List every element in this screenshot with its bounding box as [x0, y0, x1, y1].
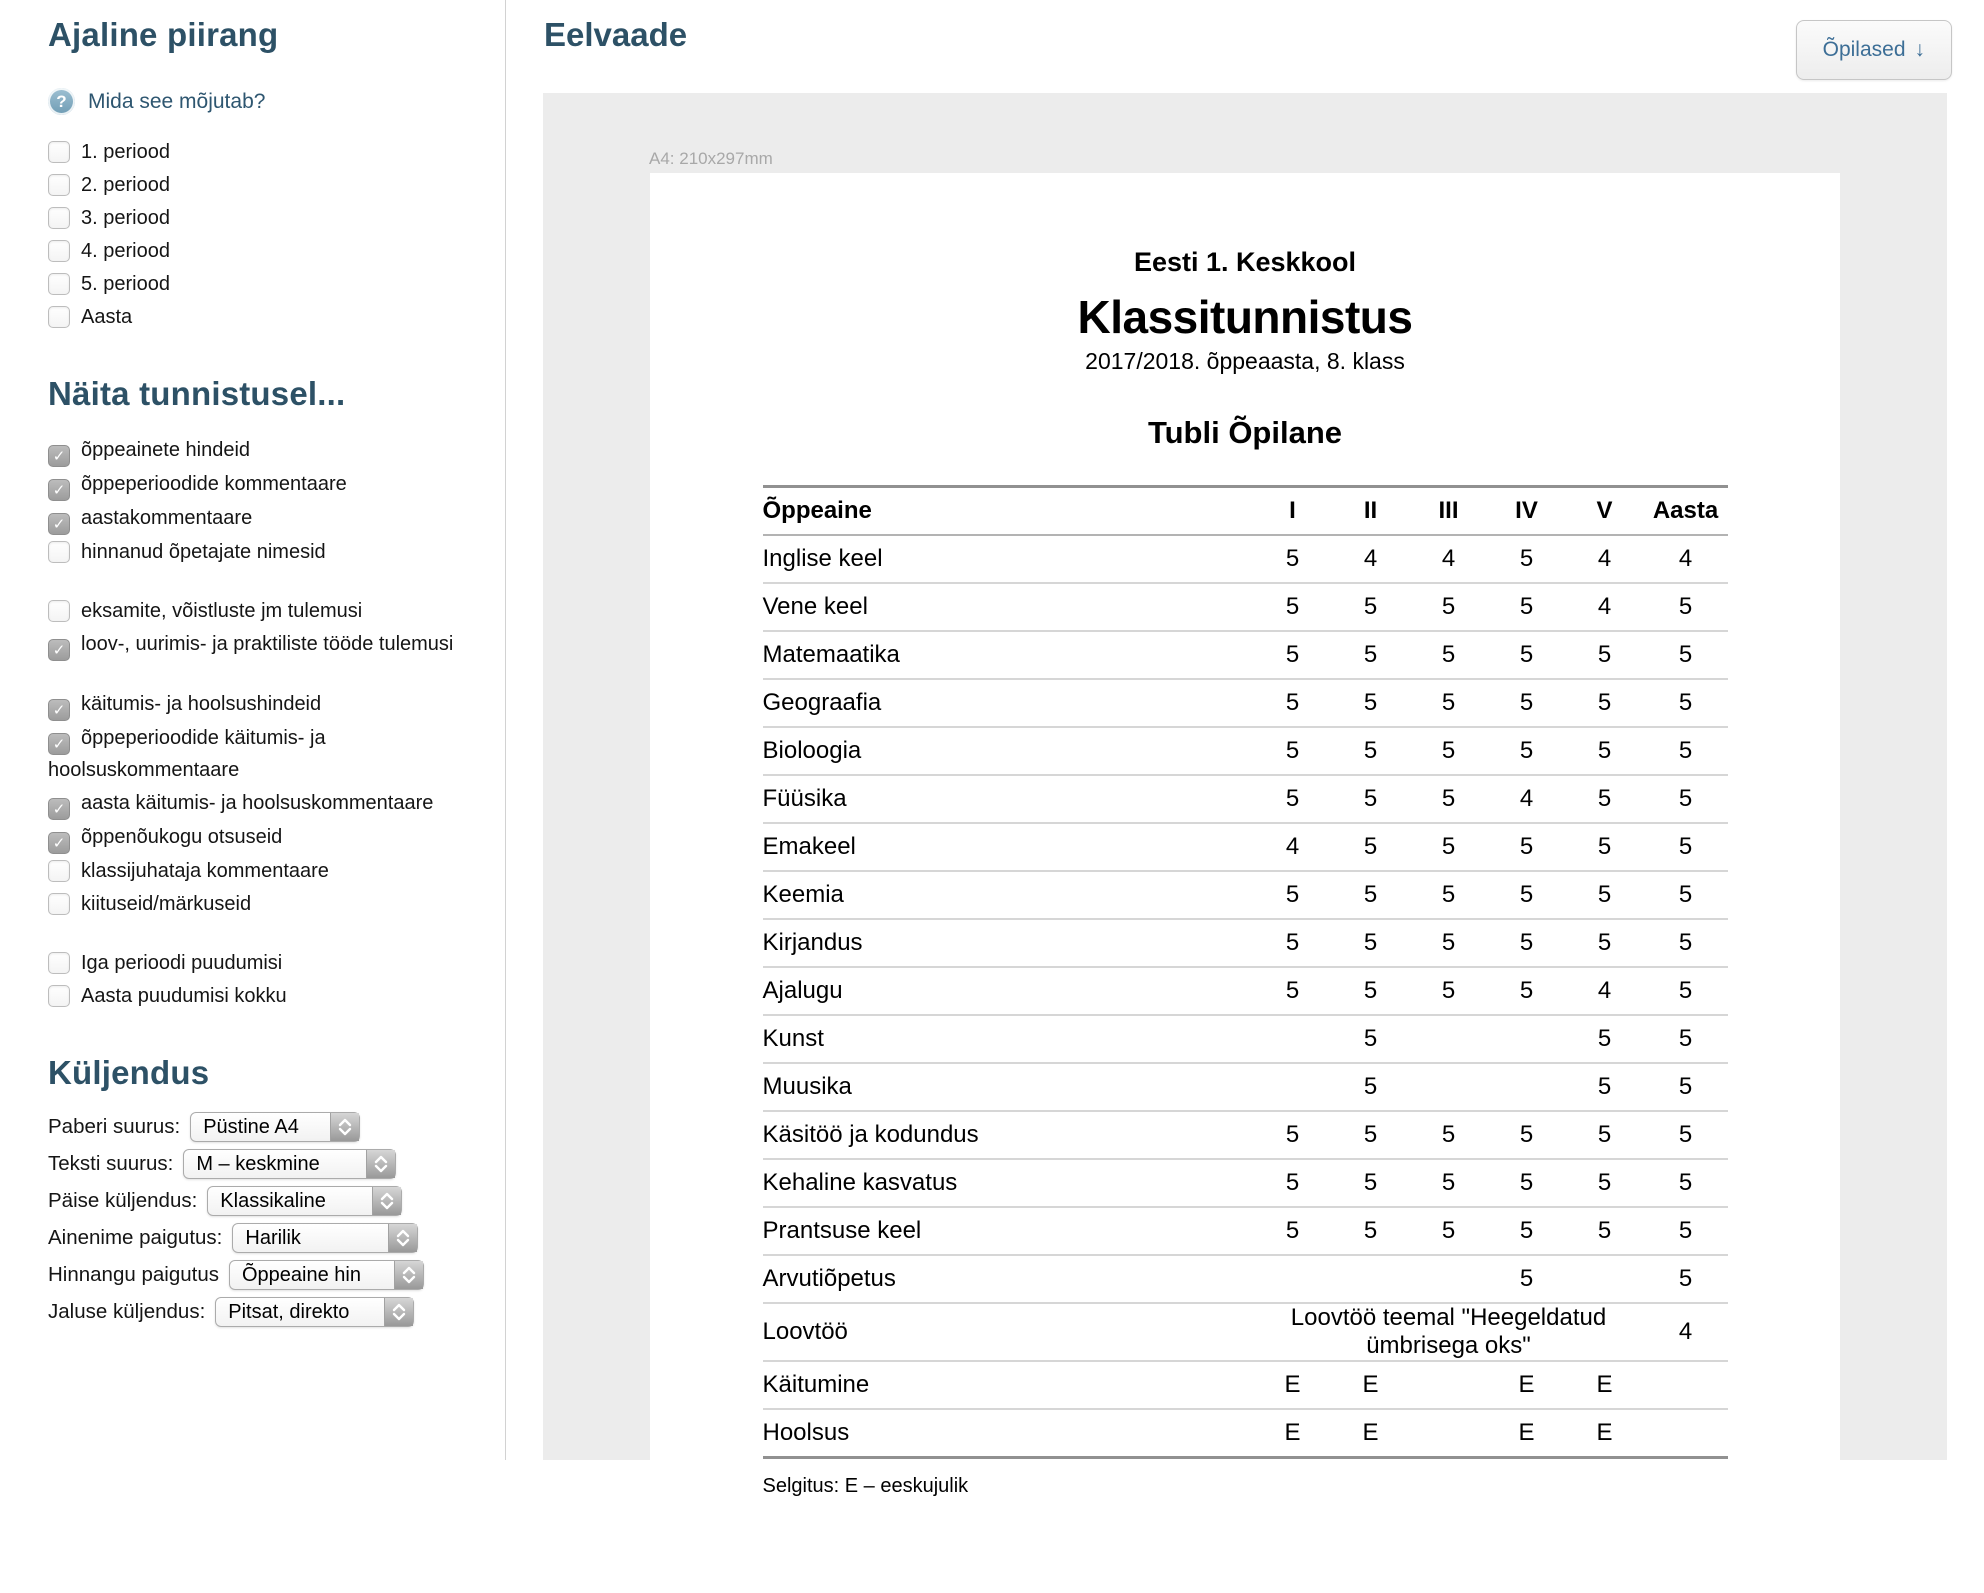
grade-cell [1488, 1015, 1566, 1063]
grade-cell: 4 [1285, 833, 1300, 860]
checkbox-item [48, 889, 475, 920]
table-header-cell: Aasta [1652, 497, 1719, 524]
grade-cell [1254, 1063, 1332, 1111]
subject-cell: Kunst [762, 1025, 824, 1052]
select-label: Päise küljendus: [48, 1189, 198, 1212]
table-row [763, 1207, 1728, 1255]
preview-main [507, 0, 1984, 1497]
grade-cell: 5 [1441, 689, 1456, 716]
checkbox-label: klassijuhataja kommentaare [81, 860, 329, 882]
grade-cell: 5 [1678, 1265, 1693, 1292]
time-section-title: Ajaline piirang [48, 16, 279, 53]
table-row [763, 871, 1728, 919]
grade-cell: 5 [1285, 737, 1300, 764]
checkbox-item [48, 596, 475, 627]
grade-cell: 5 [1678, 641, 1693, 668]
select-value: Püstine A4 [203, 1115, 299, 1138]
grade-cell: 5 [1363, 689, 1378, 716]
select-dropdown[interactable] [229, 1260, 424, 1290]
checkbox-label: aasta käitumis- ja hoolsuskommentaare [81, 792, 434, 814]
subject-cell: Arvutiõpetus [762, 1265, 896, 1292]
grade-cell [1410, 1255, 1488, 1303]
grade-cell: 5 [1597, 737, 1612, 764]
grade-cell: 4 [1363, 545, 1378, 572]
chevron-up-down-icon [394, 1261, 423, 1289]
grade-cell: 5 [1285, 689, 1300, 716]
grade-cell: 5 [1678, 977, 1693, 1004]
checkbox[interactable] [48, 985, 70, 1007]
grade-cell: 5 [1519, 641, 1534, 668]
grades-legend: Selgitus: E – eeskujulik [762, 1475, 969, 1497]
grade-cell: 5 [1285, 593, 1300, 620]
select-label: Teksti suurus: [48, 1152, 174, 1175]
grade-cell: 5 [1519, 881, 1534, 908]
grade-cell: 5 [1363, 593, 1378, 620]
page-size-label: A4: 210x297mm [649, 149, 773, 168]
grade-cell: 5 [1678, 1217, 1693, 1244]
grade-cell: E [1284, 1371, 1301, 1398]
select-dropdown[interactable] [232, 1223, 418, 1253]
grade-cell [1410, 1063, 1488, 1111]
grades-table [763, 485, 1728, 1459]
grade-cell: 5 [1678, 1025, 1693, 1052]
checkbox[interactable] [48, 207, 70, 229]
table-row [763, 775, 1728, 823]
grade-cell: 5 [1441, 1217, 1456, 1244]
table-row [763, 823, 1728, 871]
grade-cell: 5 [1519, 689, 1534, 716]
show-section-title: Näita tunnistusel... [48, 375, 346, 412]
grade-cell [1566, 1255, 1644, 1303]
grade-cell [1254, 1015, 1332, 1063]
subject-cell: Muusika [762, 1073, 852, 1100]
table-row [763, 1111, 1728, 1159]
grade-cell: 5 [1519, 1265, 1534, 1292]
grade-cell: E [1596, 1371, 1613, 1398]
grade-cell [1644, 1409, 1728, 1458]
help-link[interactable]: Mida see mõjutab? [88, 89, 266, 113]
preview-area [543, 93, 1947, 1497]
grade-cell: 5 [1363, 929, 1378, 956]
students-button-label: Õpilased [1822, 38, 1906, 61]
grade-cell: 5 [1441, 977, 1456, 1004]
checkbox[interactable] [48, 240, 70, 262]
grade-cell: 5 [1285, 1121, 1300, 1148]
grade-cell: 5 [1597, 833, 1612, 860]
grade-cell: 5 [1597, 1169, 1612, 1196]
preview-title: Eelvaade [544, 16, 688, 53]
grade-cell: 5 [1519, 737, 1534, 764]
grade-cell: 4 [1519, 785, 1534, 812]
grade-cell: 5 [1285, 1169, 1300, 1196]
grade-cell: 5 [1363, 737, 1378, 764]
grade-cell: 5 [1678, 1121, 1693, 1148]
grade-cell: 5 [1363, 1217, 1378, 1244]
grade-cell: 4 [1597, 545, 1612, 572]
checkbox-item [48, 948, 475, 979]
grade-cell: E [1518, 1419, 1535, 1446]
grade-cell: 5 [1441, 593, 1456, 620]
question-mark-icon[interactable]: ? [48, 88, 75, 115]
checkbox[interactable] [48, 273, 70, 295]
checkbox-item [48, 822, 475, 854]
subject-cell: Ajalugu [762, 977, 843, 1004]
grade-cell: 5 [1597, 1025, 1612, 1052]
checkbox[interactable]: ✓ [48, 733, 70, 755]
settings-sidebar [0, 0, 506, 1460]
checkbox-label: 4. periood [81, 240, 170, 262]
select-label: Hinnangu paigutus [48, 1263, 219, 1286]
checkbox[interactable]: ✓ [48, 699, 70, 721]
grade-cell: 5 [1363, 1121, 1378, 1148]
subject-cell: Matemaatika [762, 641, 900, 668]
table-row [763, 631, 1728, 679]
grade-cell: 5 [1441, 881, 1456, 908]
grade-cell: 5 [1678, 1073, 1693, 1100]
grade-cell: 5 [1441, 785, 1456, 812]
checkbox-label: õppeainete hindeid [81, 439, 251, 461]
grade-cell: 4 [1441, 545, 1456, 572]
checkbox[interactable] [48, 141, 70, 163]
table-row [763, 1303, 1728, 1361]
checkbox[interactable]: ✓ [48, 832, 70, 854]
grade-cell [1410, 1361, 1488, 1409]
checkbox-label: õppeperioodide käitumis- ja hoolsuskommentaare [48, 727, 326, 781]
checkbox-item [48, 170, 475, 201]
grade-cell: 5 [1441, 833, 1456, 860]
checkbox-label: õppenõukogu otsuseid [81, 826, 283, 848]
grade-cell: 5 [1519, 593, 1534, 620]
checkbox-item [48, 981, 475, 1012]
subject-cell: Vene keel [762, 593, 868, 620]
grade-cell: 5 [1363, 785, 1378, 812]
grade-cell: 5 [1597, 641, 1612, 668]
checkbox-label: Aasta [81, 306, 133, 328]
grade-cell [1332, 1255, 1410, 1303]
absence-checkbox-group [48, 948, 475, 1012]
grade-cell: 5 [1285, 785, 1300, 812]
checkbox-item [48, 629, 475, 661]
grade-cell: E [1362, 1419, 1379, 1446]
checkbox-label: kiituseid/märkuseid [81, 893, 252, 915]
subject-cell: Käsitöö ja kodundus [762, 1121, 979, 1148]
comment-cell: Loovtöö teemal "Heegeldatud ümbrisega oks" [1290, 1304, 1607, 1359]
chevron-up-down-icon [384, 1298, 413, 1326]
grade-cell: E [1596, 1419, 1613, 1446]
student-name: Tubli Õpilane [1147, 415, 1343, 450]
grade-cell [1644, 1361, 1728, 1409]
chevron-up-down-icon [366, 1150, 395, 1178]
checkbox[interactable] [48, 541, 70, 563]
grade-cell: 5 [1363, 833, 1378, 860]
checkbox-label: õppeperioodide kommentaare [81, 473, 347, 495]
subject-cell: Bioloogia [762, 737, 862, 764]
table-row [763, 727, 1728, 775]
grade-cell: 5 [1597, 1121, 1612, 1148]
checkbox-item [48, 203, 475, 234]
checkbox[interactable]: ✓ [48, 445, 70, 467]
grade-cell: 5 [1678, 737, 1693, 764]
checkbox-label: eksamite, võistluste jm tulemusi [81, 600, 363, 622]
grade-cell: 5 [1285, 641, 1300, 668]
grade-cell: 5 [1678, 833, 1693, 860]
checkbox[interactable] [48, 174, 70, 196]
report-subtitle: 2017/2018. õppeaasta, 8. klass [1085, 348, 1405, 374]
show-checkbox-group-2 [48, 596, 475, 661]
grade-cell [1254, 1255, 1332, 1303]
layout-section-title: Küljendus [48, 1054, 210, 1091]
grade-cell: 5 [1285, 881, 1300, 908]
chevron-up-down-icon [372, 1187, 401, 1215]
grade-cell: 5 [1363, 1169, 1378, 1196]
table-row [763, 535, 1728, 583]
grade-cell: 5 [1597, 689, 1612, 716]
layout-select-row [48, 1186, 475, 1216]
down-arrow-icon: ↓ [1914, 38, 1925, 61]
table-header-cell: Õppeaine [762, 497, 872, 524]
show-checkbox-group-1 [48, 435, 475, 568]
checkbox-label: loov-, uurimis- ja praktiliste tööde tulemusi [81, 633, 454, 655]
grade-cell: 4 [1678, 1318, 1693, 1345]
table-header-row [763, 487, 1728, 536]
grade-cell: 5 [1678, 1169, 1693, 1196]
layout-select-row [48, 1297, 475, 1327]
show-checkbox-group-3 [48, 689, 475, 920]
table-header-cell: V [1596, 497, 1613, 524]
table-header-cell: III [1438, 497, 1459, 524]
select-label: Ainenime paigutus: [48, 1226, 223, 1249]
table-row [763, 967, 1728, 1015]
checkbox[interactable] [48, 893, 70, 915]
select-dropdown[interactable] [190, 1112, 360, 1142]
checkbox[interactable] [48, 860, 70, 882]
grade-cell: 5 [1285, 977, 1300, 1004]
table-header-cell: IV [1515, 497, 1538, 524]
grade-cell: 5 [1597, 929, 1612, 956]
checkbox-item [48, 503, 475, 535]
grade-cell: 5 [1678, 929, 1693, 956]
subject-cell: Käitumine [762, 1371, 870, 1398]
checkbox-item [48, 302, 475, 333]
table-row [763, 1409, 1728, 1458]
checkbox-label: 2. periood [81, 174, 170, 196]
grade-cell: 5 [1441, 737, 1456, 764]
grade-cell: 4 [1678, 545, 1693, 572]
grade-cell: 5 [1519, 545, 1534, 572]
subject-cell: Füüsika [762, 785, 847, 812]
subject-cell: Loovtöö [762, 1318, 848, 1345]
grade-cell: 5 [1678, 785, 1693, 812]
grade-cell [1410, 1409, 1488, 1458]
layout-select-row [48, 1149, 475, 1179]
checkbox-label: hinnanud õpetajate nimesid [81, 541, 326, 563]
grade-cell: 5 [1441, 641, 1456, 668]
checkbox-label: Iga perioodi puudumisi [81, 952, 283, 974]
help-link-row[interactable] [48, 88, 475, 115]
table-header-cell: II [1363, 497, 1378, 524]
select-label: Jaluse küljendus: [48, 1300, 206, 1323]
table-row [763, 1361, 1728, 1409]
report-title: Klassitunnistus [1077, 291, 1413, 343]
checkbox-label: 3. periood [81, 207, 170, 229]
checkbox[interactable]: ✓ [48, 479, 70, 501]
chevron-up-down-icon [330, 1113, 359, 1141]
grades-table-head [763, 487, 1728, 536]
table-row [763, 679, 1728, 727]
grade-cell: 5 [1678, 881, 1693, 908]
select-value: Klassikaline [220, 1189, 326, 1212]
select-label: Paberi suurus: [48, 1115, 181, 1138]
table-row [763, 1015, 1728, 1063]
grade-cell: 5 [1597, 1073, 1612, 1100]
grade-cell: E [1284, 1419, 1301, 1446]
grade-cell: 5 [1363, 1025, 1378, 1052]
checkbox-label: 1. periood [81, 141, 170, 163]
subject-cell: Emakeel [762, 833, 856, 860]
grade-cell: 5 [1363, 641, 1378, 668]
checkbox-item [48, 435, 475, 467]
select-value: Pitsat, direkto [228, 1300, 350, 1323]
checkbox[interactable] [48, 952, 70, 974]
grade-cell: 5 [1441, 1121, 1456, 1148]
grade-cell: 5 [1441, 1169, 1456, 1196]
grade-cell: 5 [1678, 593, 1693, 620]
checkbox[interactable] [48, 306, 70, 328]
subject-cell: Keemia [762, 881, 844, 908]
checkbox-item [48, 269, 475, 300]
checkbox[interactable] [48, 600, 70, 622]
grade-cell: 5 [1597, 785, 1612, 812]
subject-cell: Kirjandus [762, 929, 863, 956]
grade-cell [1488, 1063, 1566, 1111]
grade-cell: 5 [1363, 881, 1378, 908]
select-value: Õppeaine hin [241, 1263, 361, 1286]
grade-cell: 5 [1519, 929, 1534, 956]
grade-cell: 5 [1519, 1217, 1534, 1244]
grade-cell: 5 [1519, 1121, 1534, 1148]
school-name: Eesti 1. Keskkool [1133, 247, 1357, 277]
grade-cell: 5 [1597, 1217, 1612, 1244]
checkbox[interactable]: ✓ [48, 639, 70, 661]
students-button[interactable] [1796, 20, 1952, 80]
table-row [763, 1063, 1728, 1111]
grade-cell: 5 [1597, 881, 1612, 908]
table-row [763, 583, 1728, 631]
checkbox[interactable]: ✓ [48, 798, 70, 820]
checkbox-item [48, 236, 475, 267]
layout-select-row [48, 1112, 475, 1142]
grade-cell: 5 [1285, 545, 1300, 572]
checkbox-item [48, 469, 475, 501]
layout-select-row [48, 1260, 475, 1290]
period-checkbox-list [48, 137, 475, 333]
grade-cell: E [1518, 1371, 1535, 1398]
grade-cell: 5 [1519, 833, 1534, 860]
layout-select-rows [48, 1112, 475, 1327]
subject-cell: Geograafia [762, 689, 882, 716]
grade-cell: 5 [1285, 929, 1300, 956]
checkbox-item [48, 788, 475, 820]
checkbox-item [48, 137, 475, 168]
grades-table-body [763, 535, 1728, 1458]
checkbox-item [48, 537, 475, 568]
select-value: M – keskmine [196, 1152, 320, 1175]
grade-cell: 4 [1597, 593, 1612, 620]
chevron-up-down-icon [388, 1224, 417, 1252]
table-header-cell: I [1289, 497, 1296, 524]
grade-cell: 5 [1285, 1217, 1300, 1244]
select-value: Harilik [245, 1226, 301, 1249]
checkbox-item [48, 856, 475, 887]
checkbox-item [48, 689, 475, 721]
subject-cell: Inglise keel [762, 545, 883, 572]
grade-cell [1410, 1015, 1488, 1063]
grade-cell: 5 [1363, 977, 1378, 1004]
grade-cell: 5 [1519, 977, 1534, 1004]
subject-cell: Prantsuse keel [762, 1217, 922, 1244]
report-page [650, 173, 1840, 1593]
checkbox-label: käitumis- ja hoolsushindeid [81, 693, 322, 715]
checkbox-label: Aasta puudumisi kokku [81, 985, 287, 1007]
checkbox-label: 5. periood [81, 273, 170, 295]
layout-select-row [48, 1223, 475, 1253]
grade-cell: 5 [1519, 1169, 1534, 1196]
grade-cell: 4 [1597, 977, 1612, 1004]
grade-cell: 5 [1678, 689, 1693, 716]
subject-cell: Hoolsus [762, 1419, 850, 1446]
select-dropdown[interactable] [207, 1186, 402, 1216]
checkbox-label: aastakommentaare [81, 507, 253, 529]
checkbox[interactable]: ✓ [48, 513, 70, 535]
checkbox-item [48, 723, 475, 786]
select-dropdown[interactable] [183, 1149, 396, 1179]
grade-cell: 5 [1441, 929, 1456, 956]
grade-cell: E [1362, 1371, 1379, 1398]
table-row [763, 1255, 1728, 1303]
table-row [763, 919, 1728, 967]
grade-cell: 5 [1363, 1073, 1378, 1100]
select-dropdown[interactable] [215, 1297, 414, 1327]
subject-cell: Kehaline kasvatus [762, 1169, 958, 1196]
table-row [763, 1159, 1728, 1207]
